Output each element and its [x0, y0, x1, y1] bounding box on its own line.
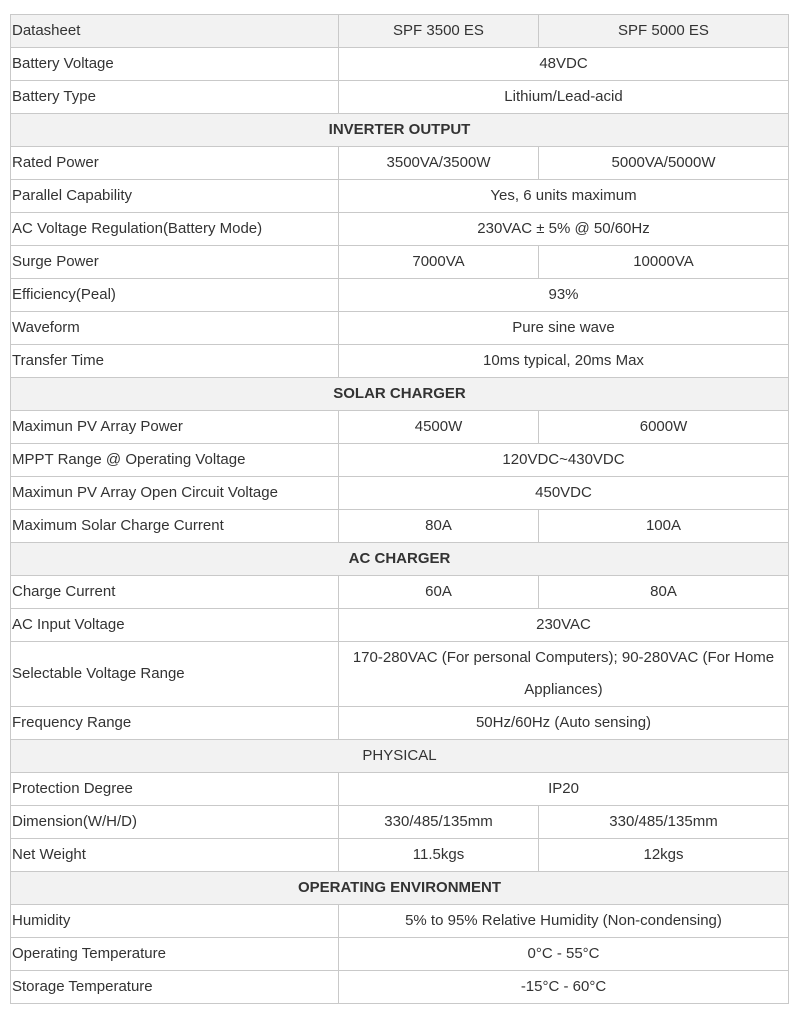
model-name: SPF 3500 ES	[339, 15, 539, 48]
section-title: PHYSICAL	[11, 740, 789, 773]
spec-row	[11, 839, 789, 872]
spec-label: Maximun PV Array Power	[11, 411, 339, 444]
spec-label: Maximum Solar Charge Current	[11, 510, 339, 543]
section-title: AC CHARGER	[11, 543, 789, 576]
section-header-row	[11, 872, 789, 905]
spec-value: 10000VA	[539, 246, 789, 279]
spec-value: 170-280VAC (For personal Computers); 90-280VAC (For Home Appliances)	[339, 642, 789, 707]
datasheet-table	[10, 14, 789, 1004]
spec-row	[11, 707, 789, 740]
spec-row	[11, 905, 789, 938]
spec-value: 6000W	[539, 411, 789, 444]
spec-value: 330/485/135mm	[539, 806, 789, 839]
spec-label: Maximun PV Array Open Circuit Voltage	[11, 477, 339, 510]
spec-value: 230VAC ± 5% @ 50/60Hz	[339, 213, 789, 246]
spec-row	[11, 642, 789, 707]
spec-label: Surge Power	[11, 246, 339, 279]
spec-label: Selectable Voltage Range	[11, 642, 339, 707]
spec-value: 11.5kgs	[339, 839, 539, 872]
spec-row	[11, 411, 789, 444]
spec-label: Battery Voltage	[11, 48, 339, 81]
section-title: INVERTER OUTPUT	[11, 114, 789, 147]
spec-value: 93%	[339, 279, 789, 312]
spec-value: Yes, 6 units maximum	[339, 180, 789, 213]
spec-value: 100A	[539, 510, 789, 543]
spec-row	[11, 609, 789, 642]
spec-label: Parallel Capability	[11, 180, 339, 213]
section-header-row	[11, 740, 789, 773]
spec-value: Lithium/Lead-acid	[339, 81, 789, 114]
spec-value: -15°C - 60°C	[339, 971, 789, 1004]
header-row	[11, 15, 789, 48]
spec-value: 50Hz/60Hz (Auto sensing)	[339, 707, 789, 740]
spec-value: 230VAC	[339, 609, 789, 642]
spec-value: 7000VA	[339, 246, 539, 279]
spec-value: 3500VA/3500W	[339, 147, 539, 180]
spec-row	[11, 938, 789, 971]
spec-value: 80A	[539, 576, 789, 609]
spec-label: Net Weight	[11, 839, 339, 872]
spec-label: Transfer Time	[11, 345, 339, 378]
spec-row	[11, 510, 789, 543]
spec-label: Rated Power	[11, 147, 339, 180]
spec-label: Charge Current	[11, 576, 339, 609]
spec-value: 48VDC	[339, 48, 789, 81]
spec-row	[11, 246, 789, 279]
section-title: SOLAR CHARGER	[11, 378, 789, 411]
spec-label: MPPT Range @ Operating Voltage	[11, 444, 339, 477]
spec-row	[11, 147, 789, 180]
spec-value: 12kgs	[539, 839, 789, 872]
spec-label: Humidity	[11, 905, 339, 938]
spec-label: Dimension(W/H/D)	[11, 806, 339, 839]
spec-row	[11, 279, 789, 312]
spec-label: Protection Degree	[11, 773, 339, 806]
spec-value: IP20	[339, 773, 789, 806]
spec-value: 5000VA/5000W	[539, 147, 789, 180]
spec-label: Efficiency(Peal)	[11, 279, 339, 312]
spec-label: Operating Temperature	[11, 938, 339, 971]
section-header-row	[11, 114, 789, 147]
spec-row	[11, 345, 789, 378]
spec-value: 120VDC~430VDC	[339, 444, 789, 477]
model-name: SPF 5000 ES	[539, 15, 789, 48]
spec-label: Storage Temperature	[11, 971, 339, 1004]
spec-row	[11, 444, 789, 477]
spec-value: 80A	[339, 510, 539, 543]
spec-row	[11, 213, 789, 246]
spec-label: Battery Type	[11, 81, 339, 114]
spec-label: Waveform	[11, 312, 339, 345]
spec-row	[11, 806, 789, 839]
spec-value: Pure sine wave	[339, 312, 789, 345]
spec-label: Frequency Range	[11, 707, 339, 740]
spec-row	[11, 81, 789, 114]
spec-value: 10ms typical, 20ms Max	[339, 345, 789, 378]
header-label: Datasheet	[11, 15, 339, 48]
spec-row	[11, 312, 789, 345]
spec-value: 4500W	[339, 411, 539, 444]
spec-value: 5% to 95% Relative Humidity (Non-condensing)	[339, 905, 789, 938]
spec-value: 0°C - 55°C	[339, 938, 789, 971]
spec-label: AC Input Voltage	[11, 609, 339, 642]
spec-row	[11, 576, 789, 609]
spec-row	[11, 48, 789, 81]
spec-value: 60A	[339, 576, 539, 609]
spec-row	[11, 180, 789, 213]
spec-row	[11, 971, 789, 1004]
section-header-row	[11, 378, 789, 411]
datasheet-body	[11, 15, 789, 1004]
section-header-row	[11, 543, 789, 576]
spec-label: AC Voltage Regulation(Battery Mode)	[11, 213, 339, 246]
spec-row	[11, 477, 789, 510]
spec-value: 330/485/135mm	[339, 806, 539, 839]
spec-row	[11, 773, 789, 806]
spec-value: 450VDC	[339, 477, 789, 510]
section-title: OPERATING ENVIRONMENT	[11, 872, 789, 905]
